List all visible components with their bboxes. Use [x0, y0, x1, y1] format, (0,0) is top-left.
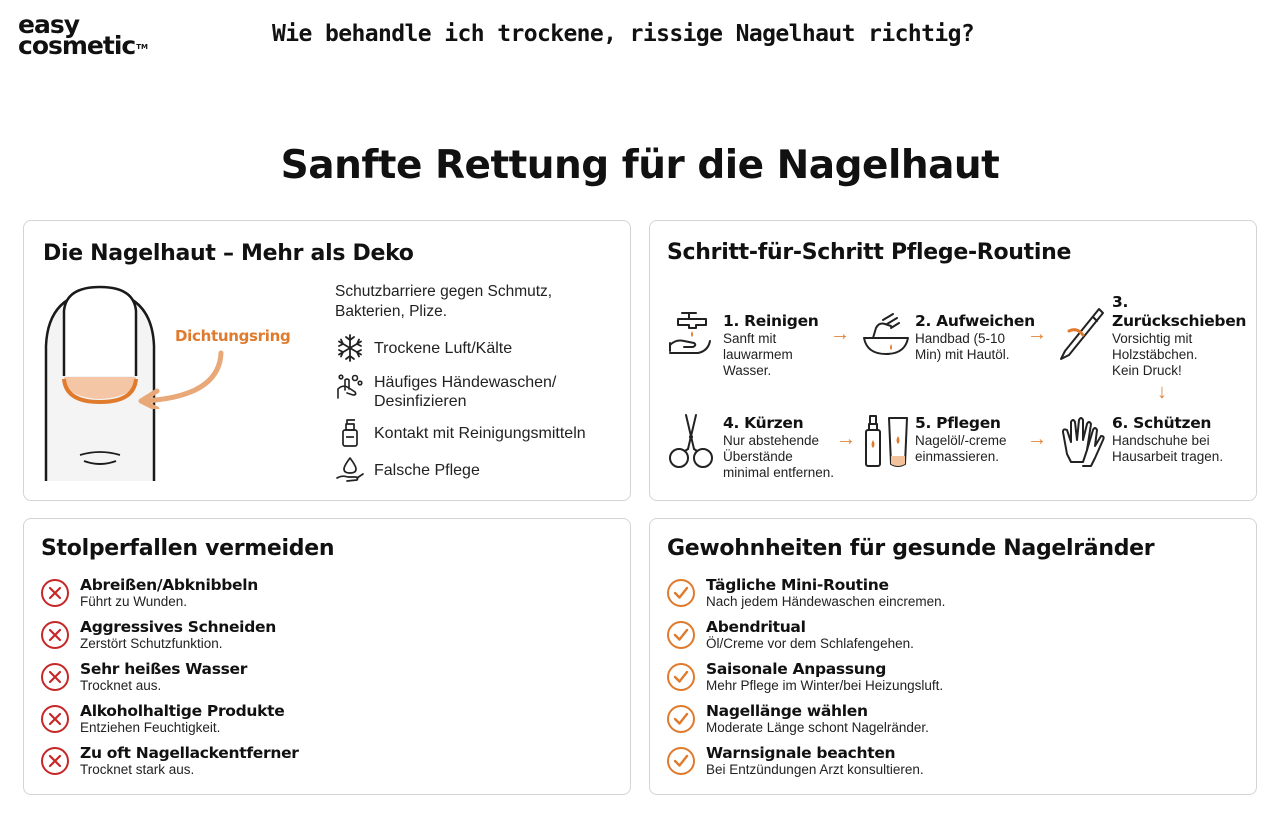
x-circle-icon [40, 662, 70, 692]
main-heading: Sanfte Rettung für die Nagelhaut [280, 143, 1000, 188]
step-desc-line: Kein Druck! [1112, 363, 1182, 378]
habit-desc: Öl/Creme vor dem Schlafengehen. [706, 636, 914, 651]
pitfall-desc: Entziehen Feuchtigkeit. [80, 720, 221, 735]
card-stolperfallen [23, 518, 631, 795]
step-desc-line: Handbad (5-10 [915, 331, 1006, 346]
pitfall-desc: Trocknet stark aus. [80, 762, 195, 777]
habit-item [666, 660, 943, 694]
pitfall-item [40, 618, 276, 652]
habit-desc: Bei Entzündungen Arzt konsultieren. [706, 762, 924, 777]
bowl-icon [861, 308, 911, 358]
dichtungsring-label: Dichtungsring [175, 327, 291, 345]
drop-hand-icon [335, 455, 365, 485]
step-3 [1112, 293, 1246, 379]
step-title: 1. Reinigen [723, 312, 819, 330]
step-1 [723, 312, 819, 379]
pitfall-item [40, 744, 299, 778]
habit-item [666, 576, 945, 610]
step-desc-line: Überstände [723, 449, 793, 464]
arrow-right-icon: → [836, 428, 856, 450]
step-desc-line: Hausarbeit tragen. [1112, 449, 1224, 464]
brand-logo-tm: TM [136, 43, 148, 51]
step-2 [915, 312, 1035, 363]
habit-item [666, 618, 914, 652]
oil-bottles-icon [861, 414, 913, 470]
habit-desc: Nach jedem Händewaschen eincremen. [706, 594, 946, 609]
habit-title: Abendritual [706, 618, 806, 636]
card-gewohnheiten [649, 518, 1257, 795]
cause-item [335, 455, 480, 485]
x-circle-icon [40, 746, 70, 776]
habit-desc: Moderate Länge schont Nagelränder. [706, 720, 929, 735]
card-title-gewohnheiten: Gewohnheiten für gesunde Nagelränder [667, 536, 1155, 561]
step-desc-line: Holzstäbchen. [1112, 347, 1198, 362]
cause-item [335, 418, 586, 448]
step-desc-line: minimal entfernen. [723, 465, 835, 480]
step-desc-line: lauwarmem [723, 347, 793, 362]
card-title-routine: Schritt-für-Schritt Pflege-Routine [667, 240, 1072, 265]
arrow-right-icon: → [1027, 323, 1047, 345]
step-desc-line: Vorsichtig mit [1112, 331, 1193, 346]
pitfall-desc: Zerstört Schutzfunktion. [80, 636, 223, 651]
step-title: Zurückschieben [1112, 312, 1247, 330]
brand-logo-line1: easy [18, 10, 80, 39]
gloves-icon [1059, 414, 1107, 470]
check-circle-icon [666, 746, 696, 776]
step-6 [1112, 414, 1223, 465]
step-title: 5. Pflegen [915, 414, 1001, 432]
habit-item [666, 702, 929, 736]
x-circle-icon [40, 704, 70, 734]
step-desc-line: Handschuhe bei [1112, 433, 1210, 448]
cause-text: Falsche Pflege [374, 462, 480, 479]
card-routine [649, 220, 1257, 501]
habit-item [666, 744, 924, 778]
pointer-arrow-icon [129, 349, 239, 409]
check-circle-icon [666, 578, 696, 608]
brand-logo [18, 10, 148, 60]
step-desc-line: Min) mit Hautöl. [915, 347, 1010, 362]
habit-title: Tägliche Mini-Routine [706, 576, 889, 594]
habit-title: Saisonale Anpassung [706, 660, 887, 678]
check-circle-icon [666, 662, 696, 692]
brand-logo-word: cosmetic [18, 31, 136, 60]
step-desc-line: einmassieren. [915, 449, 1000, 464]
cuticle-stick-icon [1055, 305, 1105, 365]
pitfall-title: Sehr heißes Wasser [80, 660, 248, 678]
cause-text: Trockene Luft/Kälte [374, 340, 513, 357]
cause-text: Kontakt mit Reinigungsmitteln [374, 425, 586, 442]
page-title: Wie behandle ich trockene, rissige Nagelhaut richtig? [272, 21, 975, 47]
arrow-right-icon: → [1027, 428, 1047, 450]
step-desc-line: Nagelöl/-creme [915, 433, 1007, 448]
pitfall-title: Alkoholhaltige Produkte [80, 702, 285, 720]
snowflake-icon [335, 333, 365, 363]
scissors-icon [666, 413, 716, 469]
habit-title: Nagellänge wählen [706, 702, 868, 720]
step-title: 3. [1112, 293, 1129, 311]
card-title-nagelhaut: Die Nagelhaut – Mehr als Deko [43, 241, 414, 266]
step-title: 2. Aufweichen [915, 312, 1035, 330]
check-circle-icon [666, 704, 696, 734]
x-circle-icon [40, 578, 70, 608]
nagelhaut-intro: Schutzbarriere gegen Schmutz, Bakterien, Plize. [335, 283, 553, 320]
pitfall-item [40, 702, 285, 736]
step-desc-line: Sanft mit [723, 331, 777, 346]
arrow-down-icon: ↓ [1157, 381, 1167, 403]
step-title: 6. Schützen [1112, 414, 1212, 432]
cause-text: Häufiges Händewaschen/ Desinfizieren [374, 374, 557, 410]
pitfall-title: Abreißen/Abknibbeln [80, 576, 259, 594]
pitfall-item [40, 660, 247, 694]
pitfall-title: Zu oft Nagellackentferner [80, 744, 299, 762]
habit-desc: Mehr Pflege im Winter/bei Heizungsluft. [706, 678, 944, 693]
pitfall-desc: Trocknet aus. [80, 678, 162, 693]
step-desc-line: Nur abstehende [723, 433, 820, 448]
step-title: 4. Kürzen [723, 414, 804, 432]
step-desc-line: Wasser. [723, 363, 772, 378]
pitfall-item [40, 576, 258, 610]
pitfall-desc: Führt zu Wunden. [80, 594, 188, 609]
step-5 [915, 414, 1007, 465]
brand-logo-line2 [18, 31, 148, 60]
cause-item [335, 333, 512, 363]
habit-title: Warnsignale beachten [706, 744, 896, 762]
handwash-icon [335, 371, 365, 401]
card-title-stolperfallen: Stolperfallen vermeiden [41, 536, 335, 561]
card-nagelhaut [23, 220, 631, 501]
cause-item [335, 371, 630, 411]
check-circle-icon [666, 620, 696, 650]
faucet-icon [666, 309, 714, 357]
step-4 [723, 414, 834, 481]
x-circle-icon [40, 620, 70, 650]
arrow-right-icon: → [830, 323, 850, 345]
pitfall-title: Aggressives Schneiden [80, 618, 276, 636]
spray-bottle-icon [335, 418, 365, 448]
